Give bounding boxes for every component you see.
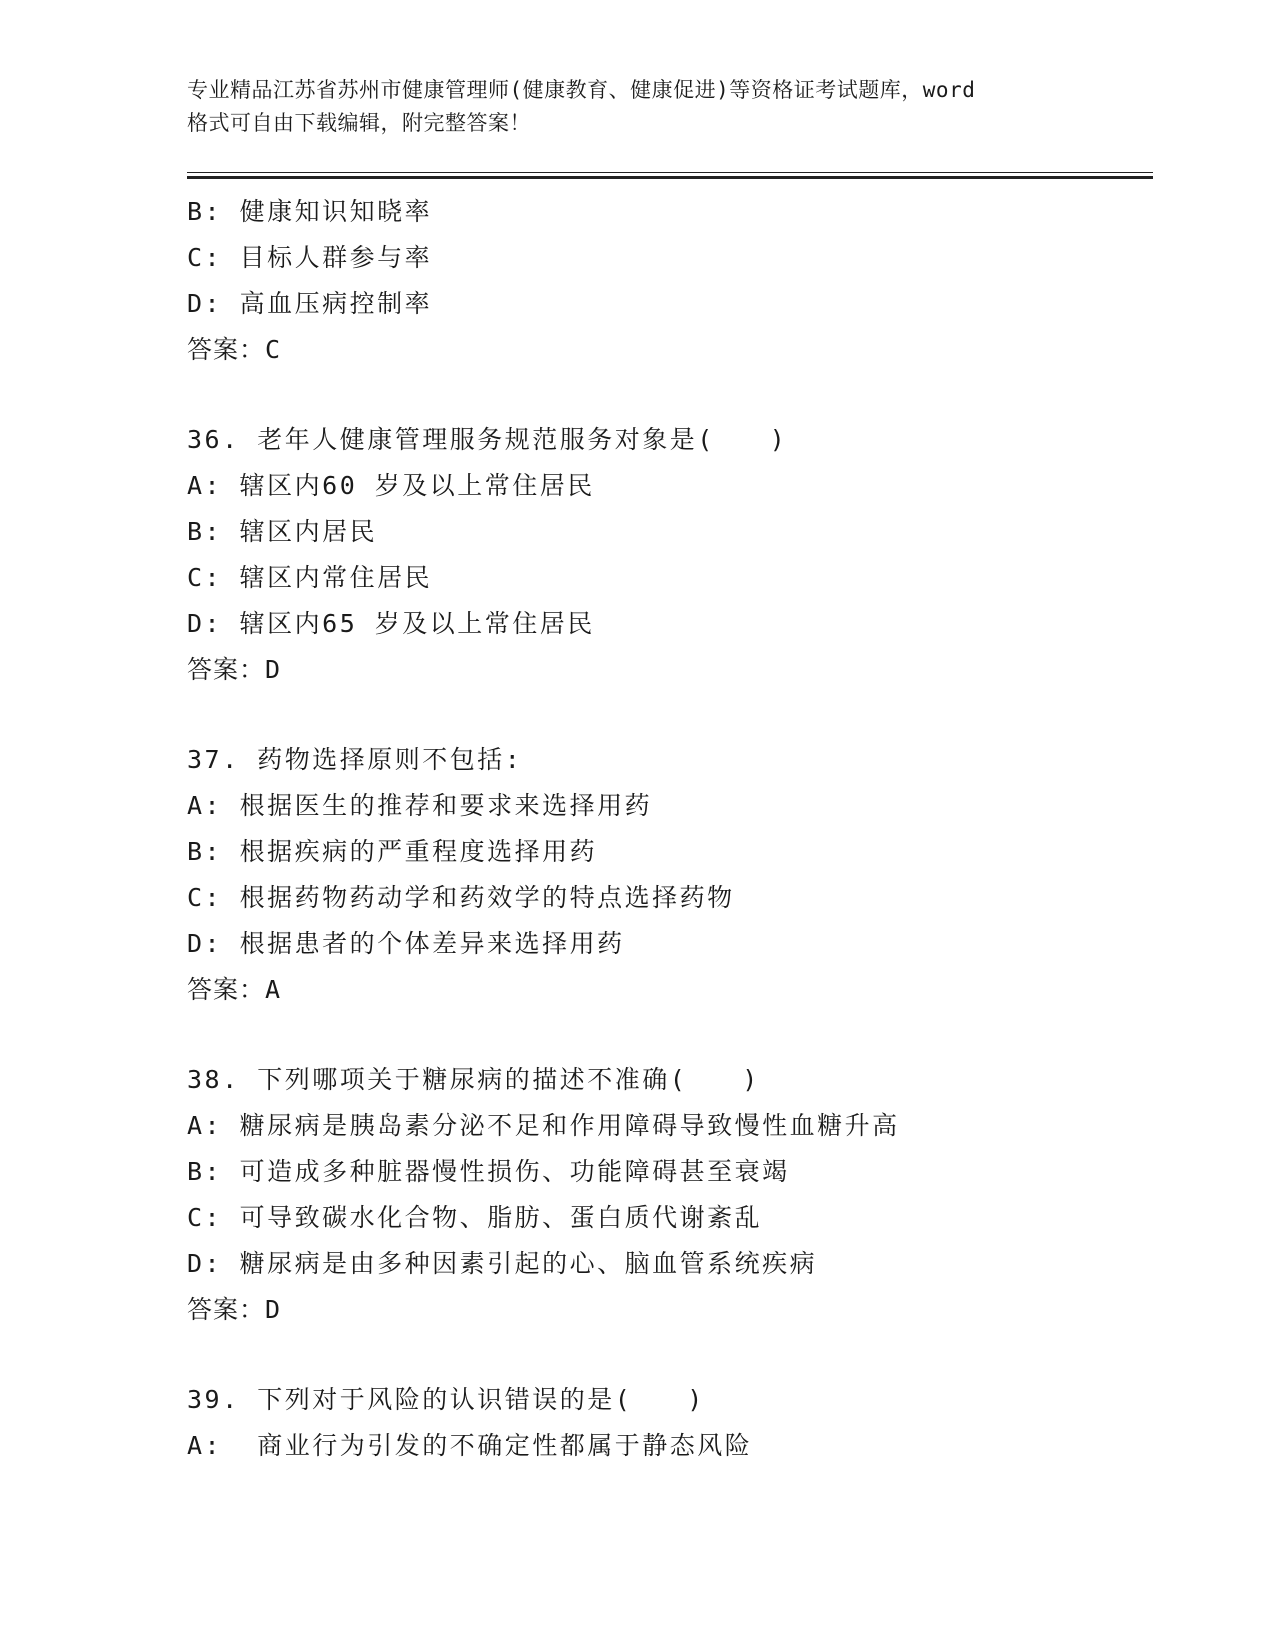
answer-line bbox=[187, 327, 1153, 373]
question-stem: 38. 下列哪项关于糖尿病的描述不准确( ) bbox=[187, 1065, 760, 1094]
option-d: D: 根据患者的个体差异来选择用药 bbox=[187, 929, 625, 958]
header-line-1: 专业精品江苏省苏州市健康管理师(健康教育、健康促进)等资格证考试题库，word bbox=[187, 78, 976, 102]
option-c: C: 根据药物药动学和药效学的特点选择药物 bbox=[187, 883, 735, 912]
option-d: D: 辖区内65 岁及以上常住居民 bbox=[187, 609, 595, 638]
option-d: D: 糖尿病是由多种因素引起的心、脑血管系统疾病 bbox=[187, 1249, 818, 1278]
answer-line bbox=[187, 647, 1153, 693]
question-block-37 bbox=[187, 737, 1153, 1013]
question-block-36 bbox=[187, 417, 1153, 693]
answer-label: 答案： bbox=[187, 655, 266, 684]
answer-value: D bbox=[265, 1295, 281, 1324]
question-block-39 bbox=[187, 1377, 1153, 1469]
answer-label: 答案： bbox=[187, 975, 266, 1004]
option-b: B: 可造成多种脏器慢性损伤、功能障碍甚至衰竭 bbox=[187, 1157, 790, 1186]
question-block-35 bbox=[187, 189, 1153, 373]
spacer bbox=[187, 373, 1153, 417]
spacer bbox=[187, 693, 1153, 737]
option-a: A: 辖区内60 岁及以上常住居民 bbox=[187, 471, 595, 500]
option-a: A: 糖尿病是胰岛素分泌不足和作用障碍导致慢性血糖升高 bbox=[187, 1111, 900, 1140]
question-stem: 36. 老年人健康管理服务规范服务对象是( ) bbox=[187, 425, 788, 454]
option-c: C: 辖区内常住居民 bbox=[187, 563, 433, 592]
option-a: A: 商业行为引发的不确定性都属于静态风险 bbox=[187, 1431, 753, 1460]
option-a: A: 根据医生的推荐和要求来选择用药 bbox=[187, 791, 653, 820]
question-block-38 bbox=[187, 1057, 1153, 1333]
answer-label: 答案： bbox=[187, 1295, 266, 1324]
option-c: C: 目标人群参与率 bbox=[187, 243, 433, 272]
answer-label: 答案： bbox=[187, 335, 266, 364]
header-line-2: 格式可自由下载编辑，附完整答案！ bbox=[187, 111, 531, 135]
question-list bbox=[187, 189, 1153, 1469]
option-b: B: 健康知识知晓率 bbox=[187, 197, 433, 226]
answer-value: D bbox=[265, 655, 281, 684]
option-c: C: 可导致碳水化合物、脂肪、蛋白质代谢紊乱 bbox=[187, 1203, 763, 1232]
option-d: D: 高血压病控制率 bbox=[187, 289, 433, 318]
option-b: B: 根据疾病的严重程度选择用药 bbox=[187, 837, 598, 866]
answer-value: C bbox=[265, 335, 281, 364]
question-stem: 39. 下列对于风险的认识错误的是( ) bbox=[187, 1385, 705, 1414]
answer-line bbox=[187, 1287, 1153, 1333]
header-divider-thin bbox=[187, 172, 1153, 173]
question-stem: 37. 药物选择原则不包括: bbox=[187, 745, 523, 774]
spacer bbox=[187, 1333, 1153, 1377]
answer-value: A bbox=[265, 975, 281, 1004]
document-header bbox=[187, 74, 1087, 140]
answer-line bbox=[187, 967, 1153, 1013]
header-divider-thick bbox=[187, 176, 1153, 179]
spacer bbox=[187, 1013, 1153, 1057]
option-b: B: 辖区内居民 bbox=[187, 517, 378, 546]
